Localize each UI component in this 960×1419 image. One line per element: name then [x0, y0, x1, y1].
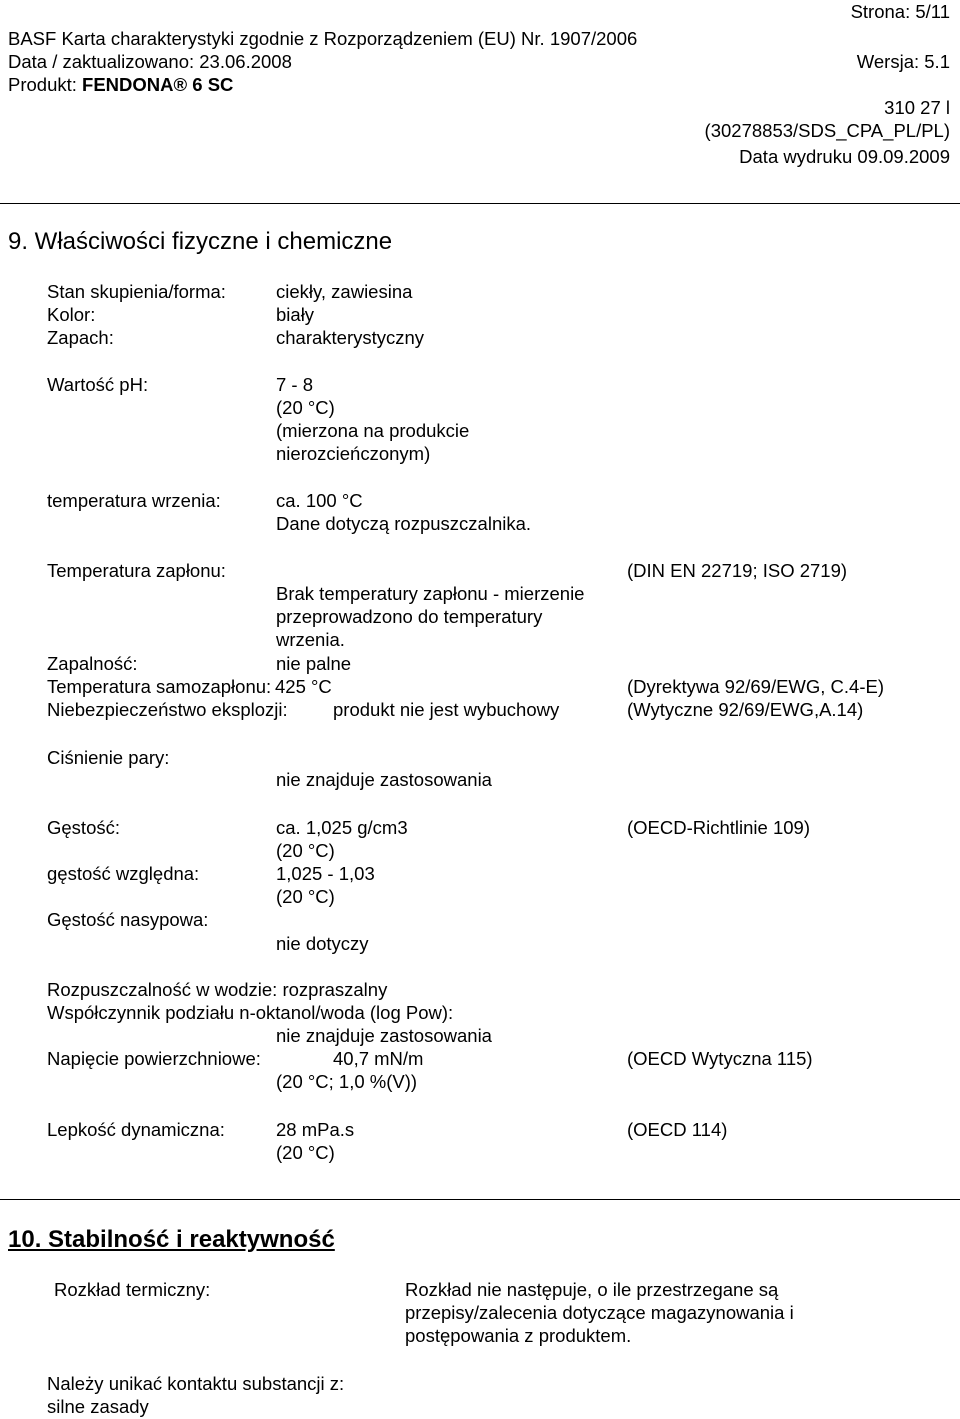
explosion-label: Niebezpieczeństwo eksplozji:	[47, 699, 288, 720]
vapor-pressure-value: nie znajduje zastosowania	[276, 769, 492, 790]
autoignition-value: 425 °C	[275, 676, 332, 697]
boiling-label: temperatura wrzenia:	[47, 490, 221, 511]
relative-density-label: gęstość względna:	[47, 863, 200, 884]
odor-value: charakterystyczny	[276, 327, 425, 348]
color-label: Kolor:	[47, 304, 96, 325]
flash-point-label: Temperatura zapłonu:	[47, 560, 226, 581]
product-line	[8, 73, 233, 96]
header-divider	[0, 203, 960, 204]
viscosity-value: 28 mPa.s	[276, 1119, 355, 1140]
surface-tension-method: (OECD Wytyczna 115)	[627, 1048, 813, 1069]
surface-tension-label: Napięcie powierzchniowe:	[47, 1048, 261, 1069]
decomposition-label: Rozkład termiczny:	[54, 1279, 211, 1300]
partition-label: Współczynnik podziału n-oktanol/woda (log Pow):	[47, 1002, 454, 1023]
relative-density-temperature: (20 °C)	[276, 886, 335, 907]
relative-density-value: 1,025 - 1,03	[276, 863, 375, 884]
flash-point-method: (DIN EN 22719; ISO 2719)	[627, 560, 848, 581]
decomposition-text-1: Rozkład nie następuje, o ile przestrzegane są	[405, 1279, 779, 1300]
product-code: 310 27 l	[884, 97, 950, 118]
autoignition-label: Temperatura samozapłonu:	[47, 676, 272, 697]
flash-point-note-3: wrzenia.	[276, 629, 345, 650]
explosion-value: produkt nie jest wybuchowy	[333, 699, 560, 720]
vapor-pressure-label: Ciśnienie pary:	[47, 747, 170, 768]
autoignition-method: (Dyrektywa 92/69/EWG, C.4-E)	[627, 676, 885, 697]
document-title: BASF Karta charakterystyki zgodnie z Rozporządzeniem (EU) Nr. 1907/2006	[8, 28, 638, 49]
bulk-density-value: nie dotyczy	[276, 933, 369, 954]
explosion-method: (Wytyczne 92/69/EWG,A.14)	[627, 699, 864, 720]
section-10-title-text: 10. Stabilność i reaktywność	[8, 1226, 335, 1253]
density-label: Gęstość:	[47, 817, 120, 838]
surface-tension-conditions: (20 °C; 1,0 %(V))	[276, 1071, 418, 1092]
flash-point-note-1: Brak temperatury zapłonu - mierzenie	[276, 583, 585, 604]
partition-value: nie znajduje zastosowania	[276, 1025, 492, 1046]
sds-code: (30278853/SDS_CPA_PL/PL)	[704, 120, 950, 141]
state-label: Stan skupienia/forma:	[47, 281, 226, 302]
viscosity-method: (OECD 114)	[627, 1119, 728, 1140]
viscosity-temperature: (20 °C)	[276, 1142, 335, 1163]
surface-tension-value: 40,7 mN/m	[333, 1048, 424, 1069]
flammability-value: nie palne	[276, 653, 352, 674]
boiling-note: Dane dotyczą rozpuszczalnika.	[276, 513, 532, 534]
ph-temperature: (20 °C)	[276, 397, 335, 418]
avoid-contact-value: silne zasady	[47, 1396, 149, 1417]
page-number: Strona: 5/11	[850, 1, 950, 22]
bulk-density-label: Gęstość nasypowa:	[47, 909, 209, 930]
print-date: Data wydruku 09.09.2009	[739, 146, 950, 167]
section-9-title: 9. Właściwości fizyczne i chemiczne	[8, 228, 393, 255]
version: Wersja: 5.1	[856, 51, 950, 72]
product-label: Produkt:	[8, 74, 77, 95]
decomposition-text-3: postępowania z produktem.	[405, 1325, 632, 1346]
ph-note-2: nierozcieńczonym)	[276, 443, 431, 464]
density-value: ca. 1,025 g/cm3	[276, 817, 408, 838]
viscosity-label: Lepkość dynamiczna:	[47, 1119, 225, 1140]
section-10-title	[8, 1226, 335, 1254]
odor-label: Zapach:	[47, 327, 114, 348]
product-name: FENDONA® 6 SC	[82, 74, 234, 95]
solubility: Rozpuszczalność w wodzie: rozpraszalny	[47, 979, 388, 1000]
decomposition-text-2: przepisy/zalecenia dotyczące magazynowania i	[405, 1302, 794, 1323]
color-value: biały	[276, 304, 315, 325]
boiling-value: ca. 100 °C	[276, 490, 363, 511]
ph-value: 7 - 8	[276, 374, 314, 395]
ph-note-1: (mierzona na produkcie	[276, 420, 470, 441]
flash-point-note-2: przeprowadzono do temperatury	[276, 606, 543, 627]
avoid-contact-label: Należy unikać kontaktu substancji z:	[47, 1373, 345, 1394]
date-updated: Data / zaktualizowano: 23.06.2008	[8, 51, 292, 72]
section-divider	[0, 1199, 960, 1200]
ph-label: Wartość pH:	[47, 374, 149, 395]
density-temperature: (20 °C)	[276, 840, 335, 861]
density-method: (OECD-Richtlinie 109)	[627, 817, 810, 838]
flammability-label: Zapalność:	[47, 653, 138, 674]
state-value: ciekły, zawiesina	[276, 281, 413, 302]
